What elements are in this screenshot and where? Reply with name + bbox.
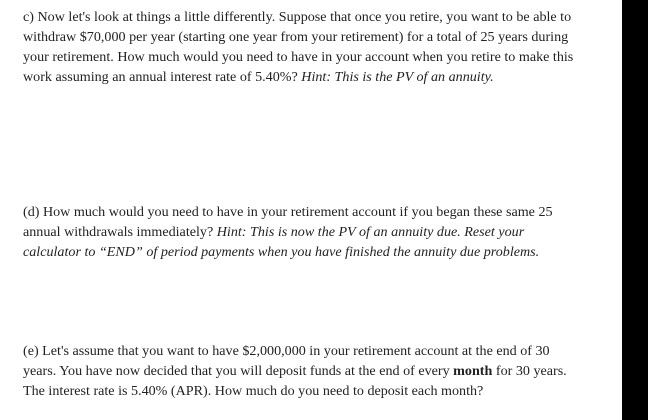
- question-e-line-2: years. You have now decided that you will deposit funds at the end of every month for 30 years.: [23, 363, 567, 379]
- question-c-line-3: your retirement. How much would you need to have in your account when you retire to make this: [23, 49, 574, 65]
- question-c-line-1: c) Now let's look at things a little differently. Suppose that once you retire, you want to be able to: [23, 9, 572, 25]
- question-d-hint: Hint: This is now the PV of an annuity due. Reset your: [216, 224, 525, 240]
- question-d-line-3: calculator to “END” of period payments when you have finished the annuity due problems.: [23, 244, 540, 260]
- question-d: [23, 202, 635, 262]
- question-e-line-3: The interest rate is 5.40% (APR). How much do you need to deposit each month?: [23, 383, 484, 399]
- question-e: [23, 341, 635, 401]
- question-c-line-4: work assuming an annual interest rate of 5.40%? Hint: This is the PV of an annuity.: [23, 69, 494, 85]
- question-c: [23, 7, 635, 87]
- question-e-month-emphasis: month: [453, 363, 493, 379]
- question-c-line-2: withdraw $70,000 per year (starting one year from your retirement) for a total of 25 years during: [23, 29, 569, 45]
- question-c-hint: Hint: This is the PV of an annuity.: [301, 69, 494, 85]
- question-e-line-1: (e) Let's assume that you want to have $2,000,000 in your retirement account at the end of 30: [23, 343, 550, 359]
- question-d-line-2: annual withdrawals immediately? Hint: This is now the PV of an annuity due. Reset your: [23, 224, 525, 240]
- question-d-line-1: (d) How much would you need to have in your retirement account if you began these same 25: [23, 204, 553, 220]
